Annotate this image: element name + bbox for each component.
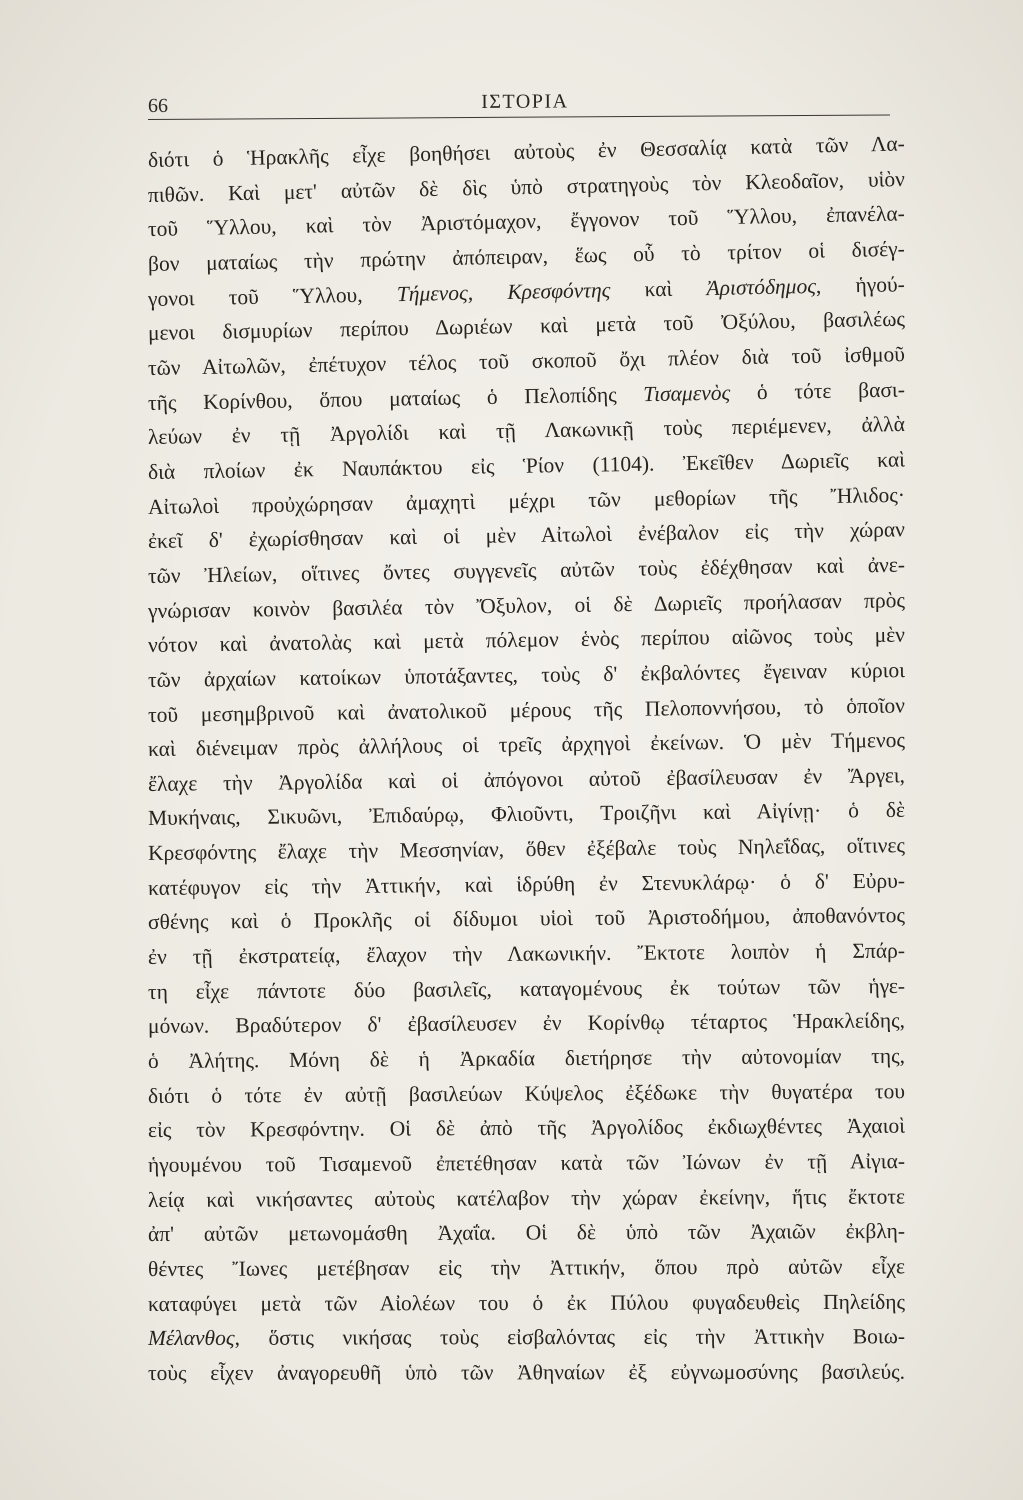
text-run: σθένης καὶ ὁ Προκλῆς οἱ δίδυμοι υἱοὶ τοῦ Ἀριστοδήμου, ἀποθανόντος [147, 903, 906, 935]
text-line [148, 1249, 905, 1286]
text-run: ἐκεῖ δ' ἐχωρίσθησαν καὶ οἱ μὲν Αἰτωλοὶ ἐνέβαλον εἰς τὴν χώραν [147, 517, 906, 554]
text-run: , ἡγού- [815, 271, 906, 298]
text-run: ἡγουμένου τοῦ Τισαμενοῦ ἐπετέθησαν κατὰ τῶν Ἰώνων ἐν τῇ Αἰγια- [147, 1149, 906, 1178]
text-run: Αἰτωλοὶ προὐχώρησαν ἀμαχητὶ μέχρι τῶν μεθορίων τῆς Ἤλιδος· [147, 482, 906, 519]
text-run: καὶ διένειμαν πρὸς ἀλλήλους οἱ τρεῖς ἀρχηγοὶ ἐκείνων. Ὁ μὲν Τήμενος [147, 728, 906, 762]
text-run: βον ματαίως τὴν πρώτην ἀπόπειραν, ἕως οὗ τὸ τρίτον οἱ δισέγ- [147, 236, 906, 276]
text-run: μόνων. Βραδύτερον δ' ἐβασίλευσεν ἐν Κορίνθῳ τέταρτος Ἡρακλείδης, [147, 1008, 906, 1039]
body-text [147, 131, 906, 1391]
text-run: διὰ πλοίων ἐκ Ναυπάκτου εἰς Ῥίον (1104). Ἐκεῖθεν Δωριεῖς καὶ [147, 447, 906, 484]
text-run: θέντες Ἴωνες μετέβησαν εἰς τὴν Ἀττικήν, ὅπου πρὸ αὐτῶν εἶχε [147, 1254, 906, 1281]
text-run: τῆς Κορίνθου, ὅπου ματαίως ὁ Πελοπίδης [147, 381, 644, 415]
text-line [148, 1355, 905, 1391]
text-run: τοὺς εἶχεν ἀναγορευθῆ ὑπὸ τῶν Ἀθηναίων ἐξ εὐγνωμοσύνης βασιλεύς. [147, 1359, 906, 1385]
text-line [148, 1109, 905, 1148]
text-run: ἐν τῇ ἐκστρατείᾳ, ἔλαχον τὴν Λακωνικήν. Ἔκτοτε λοιπὸν ἡ Σπάρ- [147, 938, 906, 970]
running-title: ΙΣΤΟΡΙΑ [481, 90, 569, 113]
text-run: τη εἶχε πάντοτε δύο βασιλεῖς, καταγομένους ἐκ τούτων τῶν ἡγε- [147, 973, 906, 1004]
text-line [148, 934, 905, 975]
text-run: Κρεσφόντης ἔλαχε τὴν Μεσσηνίαν, ὅθεν ἐξέβαλε τοὺς Νηλεΐδας, οἵτινες [147, 833, 906, 866]
page-number: 66 [147, 94, 168, 118]
text-run: κατέφυγον εἰς τὴν Ἀττικήν, καὶ ἱδρύθη ἐν Στενυκλάρῳ· ὁ δ' Εὐρυ- [147, 868, 906, 900]
text-line [148, 1074, 905, 1113]
text-run: ὁ Ἀλήτης. Μόνη δὲ ἡ Ἀρκαδία διετήρησε τὴν αὐτονομίαν της, [147, 1043, 906, 1074]
text-line [148, 1004, 905, 1044]
text-run: τῶν ἀρχαίων κατοίκων ὑποτάξαντες, τοὺς δ' ἐκβαλόντες ἔγειναν κύριοι [147, 657, 906, 692]
text-run: διότι ὁ τότε ἐν αὐτῇ βασιλεύων Κύψελος ἐξέδωκε τὴν θυγατέρα του [147, 1078, 906, 1108]
running-head [148, 87, 890, 120]
text-run: λεύων ἐν τῇ Ἀργολίδι καὶ τῇ Λακωνικῇ τοὺς περιέμενεν, ἀλλὰ [147, 412, 906, 450]
text-run: τῶν Ἠλείων, οἵτινες ὄντες συγγενεῖς αὐτῶν τοὺς ἐδέχθησαν καὶ ἀνε- [147, 552, 906, 588]
italic-name: Τισαμενὸς [643, 380, 731, 406]
text-run: νότον καὶ ἀνατολὰς καὶ μετὰ πόλεμον ἑνὸς περίπου αἰῶνος τοὺς μὲν [147, 622, 906, 658]
text-run: διότι ὁ Ἡρακλῆς εἶχε βοηθήσει αὐτοὺς ἐν Θεσσαλίᾳ κατὰ τῶν Λα- [147, 131, 906, 172]
text-line [148, 1214, 905, 1252]
text-run: τῶν Αἰτωλῶν, ἐπέτυχον τέλος τοῦ σκοποῦ ὄχι πλέον διὰ τοῦ ἰσθμοῦ [147, 342, 906, 380]
italic-name: Ἀριστόδημος [706, 273, 817, 300]
text-line [148, 1039, 905, 1079]
text-run: καὶ [610, 275, 707, 302]
text-run: λείᾳ καὶ νικήσαντες αὐτοὺς κατέλαβον τὴν χώραν ἐκείνην, ἥτις ἔκτοτε [147, 1184, 906, 1212]
text-run: Μυκήναις, Σικυῶνι, Ἐπιδαύρῳ, Φλιοῦντι, Τροιζῆνι καὶ Αἰγίνῃ· ὁ δὲ [147, 798, 906, 831]
text-line [148, 1320, 905, 1356]
text-run: ἔλαχε τὴν Ἀργολίδα καὶ οἱ ἀπόγονοι αὐτοῦ ἐβασίλευσαν ἐν Ἄργει, [147, 763, 906, 796]
text-line [148, 1144, 905, 1183]
text-run: καταφύγει μετὰ τῶν Αἰολέων του ὁ ἐκ Πύλου φυγαδευθεὶς Πηλείδης [147, 1289, 906, 1316]
text-run: ὁ τότε βασι- [730, 377, 906, 405]
italic-name: Μέλανθος [147, 1326, 235, 1351]
text-run: πιθῶν. Καὶ μετ' αὐτῶν δὲ δὶς ὑπὸ στρατηγοὺς τὸν Κλεοδαῖον, υἱὸν [147, 166, 906, 207]
text-run: τοῦ μεσημβρινοῦ καὶ ἀνατολικοῦ μέρους τῆς Πελοποννήσου, τὸ ὁποῖον [147, 692, 906, 727]
text-line [148, 1284, 905, 1321]
text-run: τοῦ Ὕλλου, καὶ τὸν Ἀριστόμαχον, ἔγγονον τοῦ Ὕλλου, ἐπανέλα- [147, 201, 906, 242]
text-run: γνώρισαν κοινὸν βασιλέα τὸν Ὄξυλον, οἱ δὲ Δωριεῖς προήλασαν πρὸς [147, 587, 906, 623]
text-run: γονοι τοῦ Ὕλλου, [147, 281, 398, 311]
italic-name: Τήμενος, Κρεσφόντης [396, 277, 611, 306]
text-run: , ὅστις νικήσας τοὺς εἰσβαλόντας εἰς τὴν Ἀττικὴν Βοιω- [234, 1324, 906, 1351]
text-line [148, 1179, 905, 1217]
text-run: ἀπ' αὐτῶν μετωνομάσθη Ἀχαΐα. Οἱ δὲ ὑπὸ τῶν Ἀχαιῶν ἐκβλη- [147, 1219, 906, 1247]
text-run: εἰς τὸν Κρεσφόντην. Οἱ δὲ ἀπὸ τῆς Ἀργολίδος ἐκδιωχθέντες Ἀχαιοὶ [147, 1114, 906, 1143]
text-run: μενοι δισμυρίων περίπου Δωριέων καὶ μετὰ τοῦ Ὀξύλου, βασιλέως [147, 306, 906, 346]
